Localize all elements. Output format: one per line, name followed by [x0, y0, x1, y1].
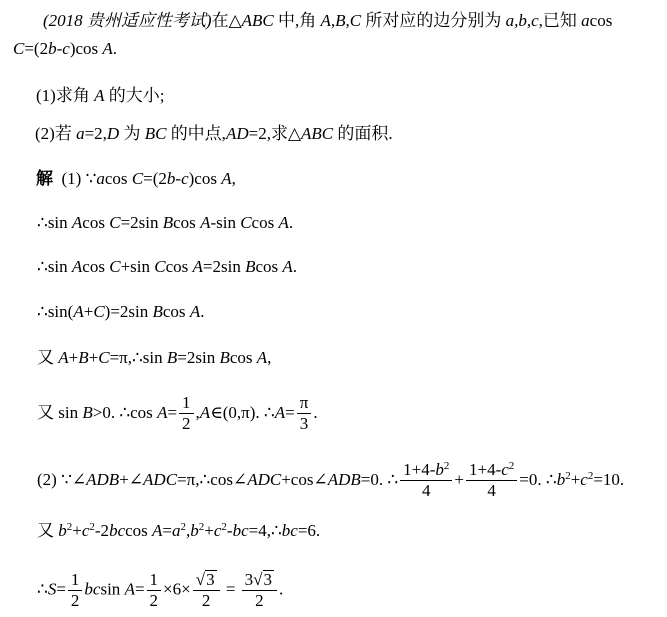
solution-step-4: ∴sin(A+C)=2sin Bcos A. [37, 302, 205, 321]
question-1: (1)求角 A 的大小; [36, 86, 165, 105]
problem-statement-line-1: (2018 贵州适应性考试)在△ABC 中,角 A,B,C 所对应的边分别为 a,b,c,已知 acos [43, 11, 613, 30]
radical: √3 [253, 570, 273, 589]
fraction: $\frac{1+4-c^2}{4}$ [466, 461, 517, 501]
fraction: $\frac{3√3}{2}$ [242, 570, 277, 611]
radical-sign-icon: √ [195, 570, 206, 589]
problem-statement-line-2: C=(2b-c)cos A. [13, 39, 118, 58]
solution-step-5: 又 A+B+C=π,∴sin B=2sin Bcos A, [37, 348, 272, 367]
fraction: $\frac{\pi}{3}$ [297, 394, 312, 434]
question-2: (2)若 a=2,D 为 BC 的中点,AD=2,求△ABC 的面积. [35, 124, 393, 143]
fraction: $\frac{1}{2}$ [179, 394, 194, 434]
radical-sign-icon: √ [253, 570, 263, 589]
fraction: $\frac{1}{2}$ [68, 571, 83, 611]
solution-step-9: ∴S= $\frac{1}{2}$ bcsin A= $\frac{1}{2}$ ×6× $\frac{√3}{2}$ = $\frac{3√3}{2}$ . [37, 569, 284, 611]
solution-step-1: 解 (1) ∵acos C=(2b-c)cos A, [36, 169, 236, 188]
fraction: $\frac{√3}{2}$ [193, 570, 220, 611]
solution-step-7: (2) ∵∠ADB+∠ADC=π,∴cos∠ADC+cos∠ADB=0. ∴ $\frac{1+4-b^2}{4}$ + $\frac{1+4-c^2}{4}$ =0. $\therefore b^2+c^2=10$. [37, 460, 625, 501]
solution-step-2: ∴sin Acos C=2sin Bcos A-sin Ccos A. [37, 213, 294, 232]
fraction: $\frac{1+4-b^2}{4}$ [400, 461, 452, 501]
solution-step-8: 又 $b^2+c^2-2bccos$ $A=a^2,b^2+c^2-bc=4,\therefore bc=6$. [37, 521, 321, 540]
radical: √3 [195, 570, 215, 589]
solution-step-3: ∴sin Acos C+sin Ccos A=2sin Bcos A. [37, 257, 298, 276]
solution-step-6: 又 sin B>0. ∴cos A= $\frac{1}{2}$ ,A∈(0,π). ∴A= $\frac{\pi}{3}$ . [37, 393, 318, 434]
fraction: $\frac{1}{2}$ [147, 571, 162, 611]
